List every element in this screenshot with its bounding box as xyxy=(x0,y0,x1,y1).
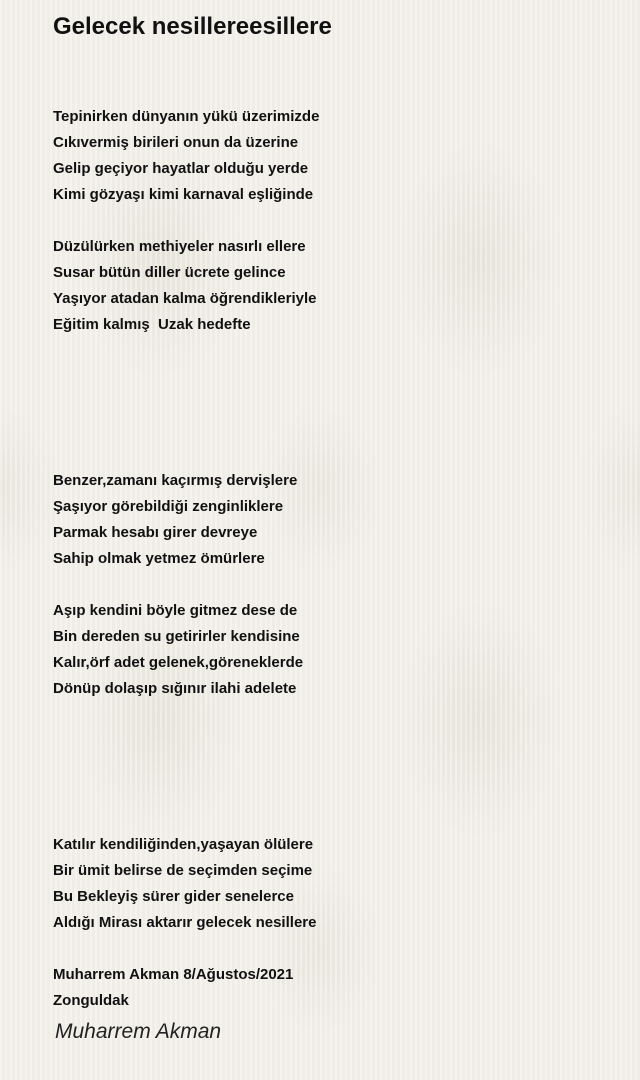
poem-line: Kalır,örf adet gelenek,göreneklerde xyxy=(53,654,304,671)
poem-line: Parmak hesabı girer devreye xyxy=(53,524,258,541)
poem-line: Yaşıyor atadan kalma öğrendikleriyle xyxy=(53,290,317,307)
poem-line: Benzer,zamanı kaçırmış dervişlere xyxy=(53,472,298,489)
poem-blank-line xyxy=(53,364,613,390)
poem-line: Sahip olmak yetmez ömürlere xyxy=(53,550,265,567)
poem-line: Tepinirken dünyanın yükü üzerimizde xyxy=(53,108,320,125)
poem-line: Susar bütün diller ücrete gelince xyxy=(53,264,286,281)
poem-line: Katılır kendiliğinden,yaşayan ölülere xyxy=(53,836,314,853)
poem-blank-line xyxy=(53,780,613,806)
poem-line: Kimi gözyaşı kimi karnaval eşliğinde xyxy=(53,186,314,203)
poem-line: Bin dereden su getirirler kendisine xyxy=(53,628,300,645)
poem-blank-line xyxy=(53,208,613,234)
poem-line: Bir ümit belirse de seçimden seçime xyxy=(53,862,313,879)
poem-line: Zonguldak xyxy=(53,992,129,1009)
poem-line: Gelip geçiyor hayatlar olduğu yerde xyxy=(53,160,309,177)
poem-body xyxy=(53,78,613,1014)
poem-line: Aldığı Mirası aktarır gelecek nesillere xyxy=(53,914,317,931)
poem-blank-line xyxy=(53,442,613,468)
poem-line: Şaşıyor görebildiği zenginliklere xyxy=(53,498,284,515)
poem-blank-line xyxy=(53,936,613,962)
poem-line: Muharrem Akman 8/Ağustos/2021 xyxy=(53,966,294,983)
poem-blank-line xyxy=(53,78,613,104)
poem-blank-line xyxy=(53,806,613,832)
poem-blank-line xyxy=(53,728,613,754)
poem-title: Gelecek nesillereesillere xyxy=(53,13,332,40)
poem-blank-line xyxy=(53,702,613,728)
poem-line: Aşıp kendini böyle gitmez dese de xyxy=(53,602,298,619)
poem-blank-line xyxy=(53,572,613,598)
poem-line: Eğitim kalmış Uzak hedefte xyxy=(53,316,251,333)
poem-blank-line xyxy=(53,754,613,780)
poem-line: Bu Bekleyiş sürer gider senelerce xyxy=(53,888,294,905)
poem-author: Muharrem Akman xyxy=(55,1020,222,1043)
poem-line: Cıkıvermiş birileri onun da üzerine xyxy=(53,134,299,151)
poem-line: Düzülürken methiyeler nasırlı ellere xyxy=(53,238,306,255)
poem-blank-line xyxy=(53,390,613,416)
poem-line: Dönüp dolaşıp sığınır ilahi adelete xyxy=(53,680,297,697)
poem-blank-line xyxy=(53,338,613,364)
poem-blank-line xyxy=(53,416,613,442)
